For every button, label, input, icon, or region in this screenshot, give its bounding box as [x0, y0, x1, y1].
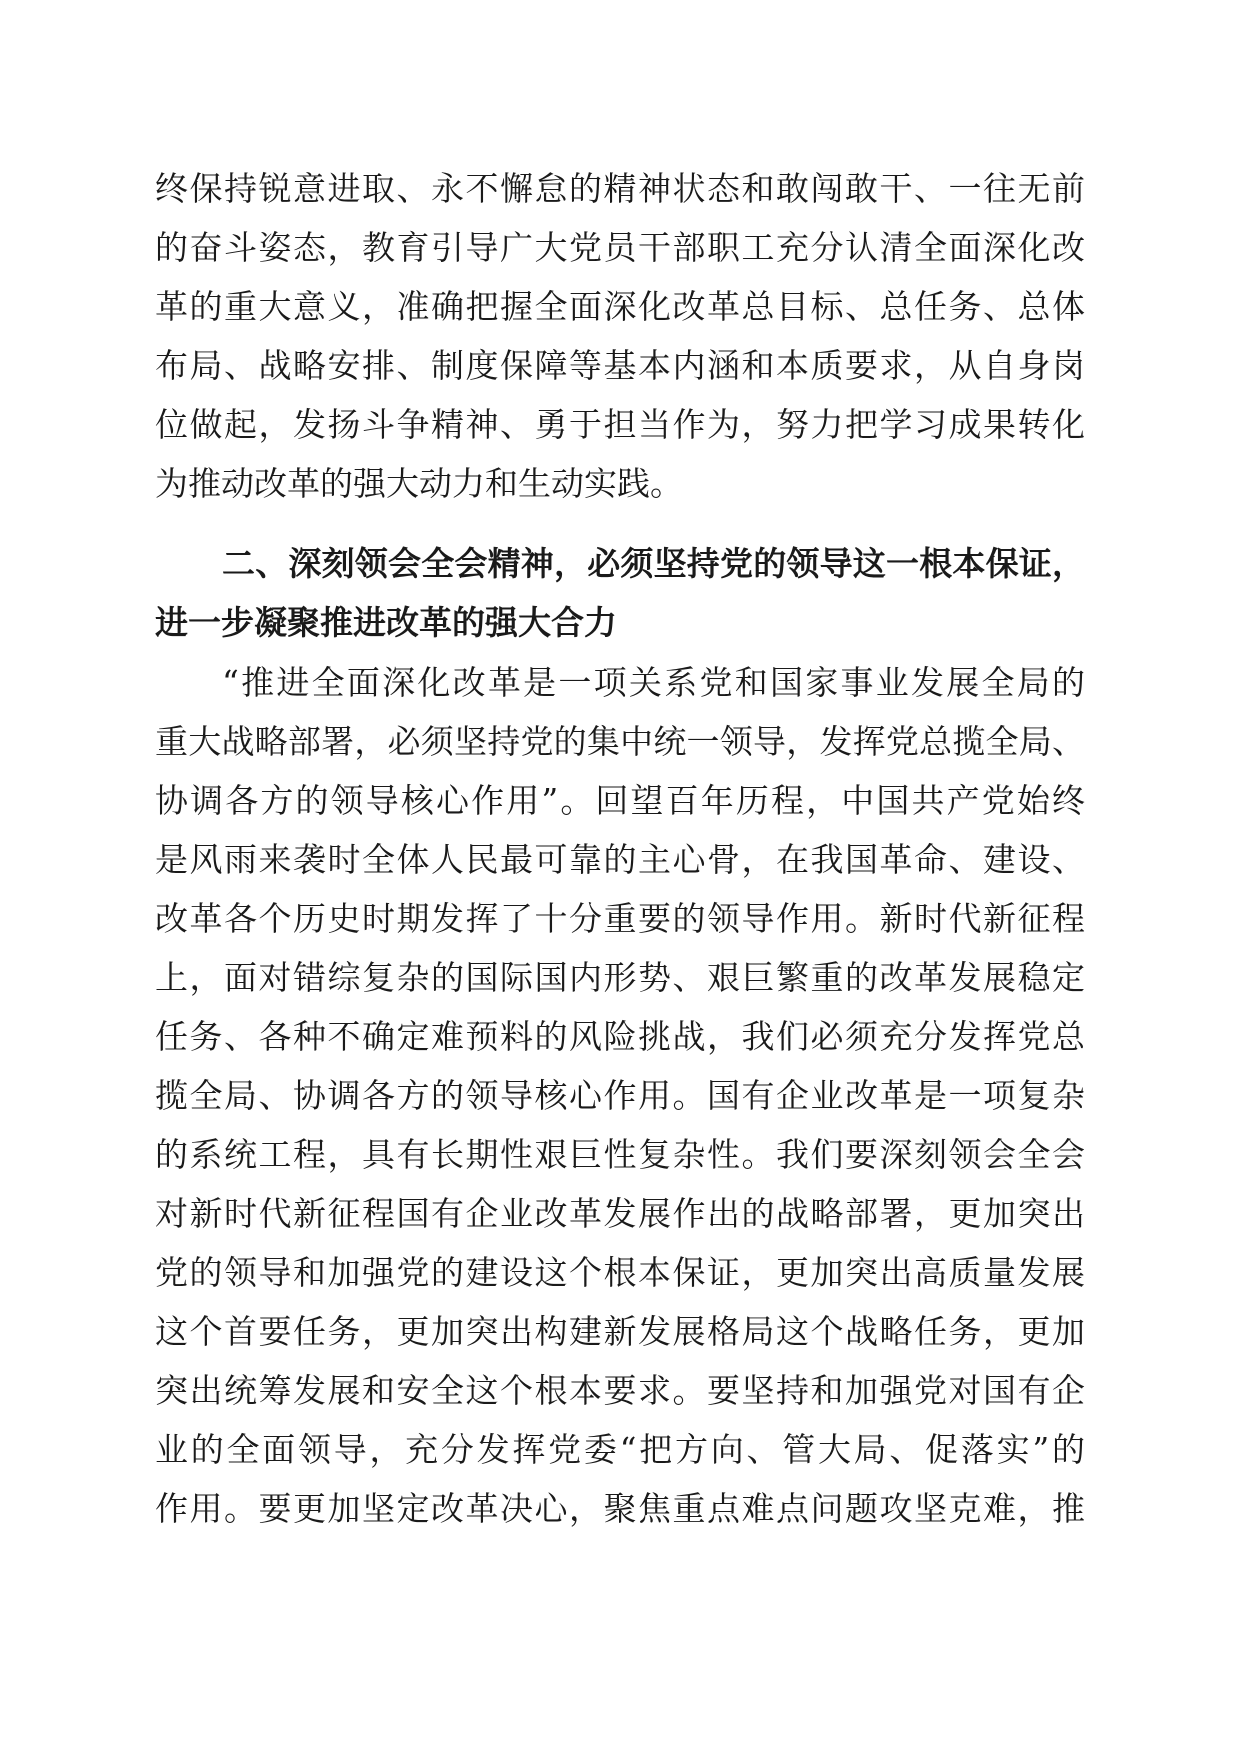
body-text-line: 重大战略部署，必须坚持党的集中统一领导，发挥党总揽全局、 [155, 722, 1085, 761]
body-text-line: 揽全局、协调各方的领导核心作用。国有企业改革是一项复杂 [155, 1076, 1085, 1115]
body-text-line: 党的领导和加强党的建设这个根本保证，更加突出高质量发展 [155, 1253, 1085, 1292]
body-text-line: 协调各方的领导核心作用”。回望百年历程，中国共产党始终 [155, 781, 1085, 820]
body-text-line: 任务、各种不确定难预料的风险挑战，我们必须充分发挥党总 [155, 1017, 1085, 1056]
body-text-line: 的奋斗姿态，教育引导广大党员干部职工充分认清全面深化改 [155, 228, 1085, 267]
body-text-line: 是风雨来袭时全体人民最可靠的主心骨，在我国革命、建设、 [155, 840, 1085, 879]
body-text-line: 突出统筹发展和安全这个根本要求。要坚持和加强党对国有企 [155, 1371, 1085, 1410]
body-text-line: 位做起，发扬斗争精神、勇于担当作为，努力把学习成果转化 [155, 405, 1085, 444]
body-text-line: 业的全面领导，充分发挥党委“把方向、管大局、促落实”的 [155, 1430, 1085, 1469]
body-text-line: 改革各个历史时期发挥了十分重要的领导作用。新时代新征程 [155, 899, 1085, 938]
section-heading: 进一步凝聚推进改革的强大合力 [155, 603, 617, 642]
body-text-line: 上，面对错综复杂的国际国内形势、艰巨繁重的改革发展稳定 [155, 958, 1085, 997]
body-text-line: 这个首要任务，更加突出构建新发展格局这个战略任务，更加 [155, 1312, 1085, 1351]
body-text-line: “推进全面深化改革是一项关系党和国家事业发展全局的 [222, 663, 1085, 702]
body-text-line: 对新时代新征程国有企业改革发展作出的战略部署，更加突出 [155, 1194, 1085, 1233]
section-heading: 二、深刻领会全会精神，必须坚持党的领导这一根本保证， [222, 544, 1085, 583]
body-text-line: 作用。要更加坚定改革决心，聚焦重点难点问题攻坚克难，推 [155, 1489, 1085, 1528]
body-text-line: 为推动改革的强大动力和生动实践。 [155, 464, 683, 503]
body-text-line: 布局、战略安排、制度保障等基本内涵和本质要求，从自身岗 [155, 346, 1085, 385]
body-text-line: 终保持锐意进取、永不懈怠的精神状态和敢闯敢干、一往无前 [155, 169, 1085, 208]
body-text-line: 革的重大意义，准确把握全面深化改革总目标、总任务、总体 [155, 287, 1085, 326]
body-text-line: 的系统工程，具有长期性艰巨性复杂性。我们要深刻领会全会 [155, 1135, 1085, 1174]
